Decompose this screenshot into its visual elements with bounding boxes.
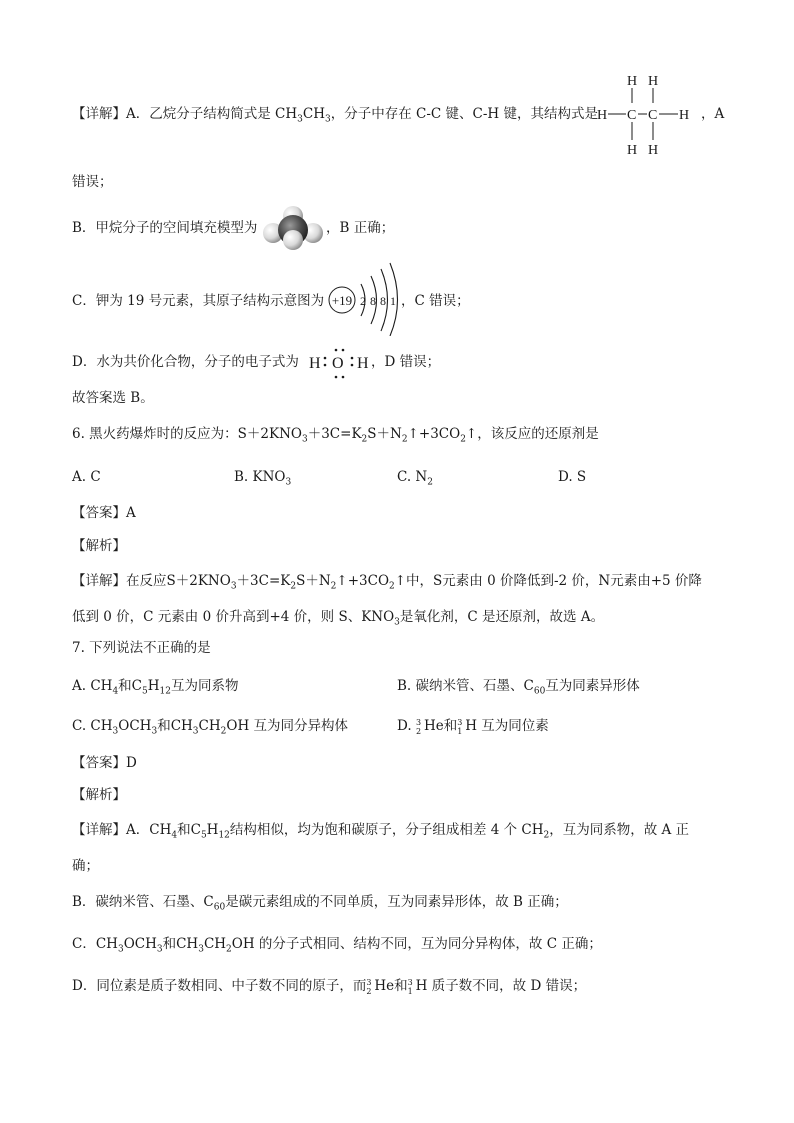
- subscript: 2: [543, 830, 550, 841]
- text: B. KNO: [234, 469, 286, 485]
- text: 故答案选 B。: [72, 390, 154, 406]
- text: OCH: [123, 936, 157, 952]
- subscript: 2: [220, 726, 227, 737]
- text: 低到 0 价，C 元素由 0 价升高到+4 价，则 S、KNO: [72, 609, 395, 625]
- subscript: 3: [285, 477, 292, 488]
- text: OH 的分子式相同、结构不同，互为同分异构体，故 C 正确；: [231, 936, 602, 952]
- ethane-c-left: C: [627, 108, 637, 123]
- ethane-h-top-left: H: [627, 74, 638, 89]
- q5-detail-d: [72, 352, 299, 372]
- q6-option-a: [72, 467, 101, 487]
- text: 【详解】A．: [72, 822, 150, 838]
- text: ＋3C=K: [236, 573, 291, 589]
- q7-option-c: [72, 716, 348, 736]
- text: ，C 错误；: [401, 293, 470, 309]
- q5-detail-c-tail: [401, 291, 470, 311]
- hydrogen-atom: [283, 230, 303, 250]
- mass-number: 3: [366, 977, 372, 987]
- subscript: 2: [460, 434, 466, 445]
- q7-detail-a-wrap: [72, 856, 99, 876]
- subscript: 2: [330, 581, 337, 592]
- atomic-number: 2: [366, 986, 372, 996]
- subscript: 2: [290, 581, 297, 592]
- text: ↑，该反应的还原剂是: [465, 426, 599, 442]
- subscript: 3: [230, 581, 237, 592]
- text: B. 碳纳米管、石墨、C: [397, 678, 534, 694]
- text: 确；: [72, 858, 99, 874]
- subscript: 3: [192, 726, 199, 737]
- ethane-h-top-right: H: [648, 74, 659, 89]
- text: 和: [177, 822, 191, 838]
- answer-tag: 【答案】: [72, 505, 126, 521]
- mass-number: 3: [457, 717, 463, 727]
- text: 6. 黑火药爆炸时的反应为：S＋2KNO: [72, 426, 302, 442]
- q6-detail-1: [72, 571, 702, 591]
- text: H: [465, 718, 477, 734]
- answer-tag: 【答案】: [72, 755, 126, 771]
- text: CH: [198, 718, 221, 734]
- text: 7. 下列说法不正确的是: [72, 640, 211, 656]
- subscript: 3: [325, 114, 331, 125]
- q7-answer: [72, 753, 137, 773]
- subscript: 2: [401, 434, 408, 445]
- text: C．: [72, 936, 96, 952]
- text: ↑+3CO: [336, 573, 390, 589]
- text: He: [423, 718, 444, 734]
- analysis-tag: 【解析】: [72, 538, 126, 554]
- text: 互为同系物: [170, 678, 239, 694]
- q5-detail-b-tail: [326, 218, 394, 238]
- q7-option-b: [397, 676, 640, 696]
- subscript: 12: [218, 830, 230, 841]
- water-h-left: H: [309, 355, 321, 372]
- q7-detail-a: [72, 820, 689, 840]
- text: 质子数不同，故 D 错误；: [427, 978, 587, 994]
- q5-detail-c: [72, 291, 324, 311]
- text: CH: [149, 822, 172, 838]
- q7-option-a: [72, 676, 238, 696]
- ethane-h-left: H: [597, 108, 608, 123]
- text: S＋N: [296, 573, 331, 589]
- text: A. C: [72, 469, 101, 485]
- text: 和: [443, 718, 458, 734]
- mass-number: 3: [415, 717, 422, 727]
- hydrogen-isotope: [408, 977, 416, 997]
- text: H: [415, 978, 428, 994]
- q5-detail-a-wrap: [72, 172, 113, 192]
- q6-option-b: [234, 467, 291, 487]
- text: He: [374, 978, 395, 994]
- q6-analysis-tag: [72, 536, 126, 556]
- q6-detail-2: [72, 607, 604, 627]
- shell-3-electrons: 8: [380, 294, 386, 308]
- text: H: [147, 678, 160, 694]
- atomic-number: 2: [415, 726, 422, 736]
- subscript: 3: [112, 726, 119, 737]
- text: D. S: [558, 469, 587, 485]
- ethane-h-bottom-left: H: [627, 143, 638, 158]
- q5-detail-a-tail: [701, 104, 724, 124]
- text: A. CH: [72, 678, 113, 694]
- text: 和: [162, 936, 177, 952]
- ethane-h-right: H: [679, 108, 690, 123]
- text: 是氧化剂，C 是还原剂，故选 A。: [399, 609, 605, 625]
- q7-stem: [72, 638, 211, 658]
- q7-detail-c: [72, 934, 602, 954]
- text: ，D 错误；: [371, 354, 441, 370]
- q6-option-c: [397, 467, 433, 487]
- text: ↑+3CO: [407, 426, 461, 442]
- ethane-c-right: C: [648, 108, 658, 123]
- water-h-right: H: [357, 355, 369, 372]
- ethane-bonds: [608, 88, 678, 140]
- text: B．甲烷分子的空间填充模型为: [72, 220, 258, 236]
- shell-2-electrons: 8: [370, 294, 376, 308]
- helium-isotope: [416, 717, 424, 737]
- text: C: [190, 822, 201, 838]
- q7-analysis-tag: [72, 785, 126, 805]
- text: 【详解】A．乙烷分子结构简式是 CH: [72, 106, 298, 122]
- ethane-structural-formula: [597, 70, 697, 160]
- helium-isotope: [366, 977, 374, 997]
- subscript: 3: [156, 944, 163, 955]
- q5-detail-d-tail: [371, 352, 440, 372]
- text: 和: [157, 718, 171, 734]
- text: C: [131, 678, 143, 694]
- analysis-tag: 【解析】: [72, 787, 126, 803]
- answer-value: A: [126, 505, 136, 521]
- text: ↑中，S元素由 0 价降低到-2 价，N元素由+5 价降: [394, 573, 702, 589]
- text: ，B 正确；: [326, 220, 395, 236]
- subscript: 3: [297, 114, 303, 125]
- text: B．碳纳米管、石墨、C: [72, 894, 214, 910]
- text: OH 互为同分异构体: [226, 718, 349, 734]
- subscript: 2: [226, 944, 232, 955]
- q6-option-d: [558, 467, 586, 487]
- text: S＋2KNO: [166, 573, 231, 589]
- text: CH: [176, 936, 199, 952]
- text: OCH: [118, 718, 152, 734]
- text: S＋N: [367, 426, 402, 442]
- text: 互为同位素: [476, 718, 549, 734]
- q6-stem: [72, 424, 599, 444]
- subscript: 3: [117, 944, 124, 955]
- text: D．同位素是质子数相同、中子数不同的原子，而: [72, 978, 367, 994]
- atomic-number: 1: [407, 986, 413, 996]
- text: ，A: [701, 106, 725, 122]
- text: 结构相似，均为饱和碳原子，分子组成相差 4 个 CH: [229, 822, 544, 838]
- subscript: 5: [200, 830, 207, 841]
- text: C. CH: [72, 718, 113, 734]
- q7-detail-d: [72, 976, 586, 997]
- potassium-atomic-structure-diagram: [327, 262, 405, 336]
- text: D.: [397, 718, 412, 734]
- text: ，分子中存在 C-C 键、C-H 键，其结构式是: [330, 106, 598, 122]
- text: 【详解】在反应: [72, 573, 167, 589]
- water-o: O: [332, 355, 344, 372]
- text: D．水为共价化合物，分子的电子式为: [72, 354, 299, 370]
- shell-4-electrons: 1: [390, 294, 396, 308]
- subscript: 3: [394, 617, 400, 628]
- text: C．钾为 19 号元素，其原子结构示意图为: [72, 293, 325, 309]
- atomic-number: 1: [457, 726, 463, 736]
- subscript: 60: [533, 686, 546, 697]
- mass-number: 3: [407, 977, 413, 987]
- subscript: 2: [427, 477, 433, 488]
- subscript: 4: [112, 686, 119, 697]
- hydrogen-isotope: [457, 717, 465, 737]
- text: H: [206, 822, 219, 838]
- nucleus-charge: +19: [331, 293, 353, 308]
- text: C. N: [397, 469, 428, 485]
- text: ＋3C=K: [307, 426, 362, 442]
- text: 和: [118, 678, 132, 694]
- q7-option-d: [397, 716, 549, 737]
- water-electron-formula: [309, 346, 371, 380]
- q5-conclusion: [72, 388, 154, 408]
- text: CH: [302, 106, 325, 122]
- text: ，互为同系物，故 A 正: [549, 822, 690, 838]
- text: 互为同素异形体: [545, 678, 640, 694]
- answer-value: D: [126, 755, 137, 771]
- q5-detail-b: [72, 218, 257, 238]
- text: CH: [95, 936, 118, 952]
- text: 是碳元素组成的不同单质，互为同素异形体，故 B 正确；: [225, 894, 568, 910]
- text: 错误；: [72, 174, 113, 190]
- subscript: 60: [213, 902, 226, 913]
- subscript: 3: [301, 434, 308, 445]
- text: 和: [394, 978, 408, 994]
- subscript: 12: [159, 686, 171, 697]
- q5-detail-a: [72, 104, 598, 124]
- subscript: 5: [142, 686, 148, 697]
- ethane-h-bottom-right: H: [648, 143, 659, 158]
- shell-1-electrons: 2: [360, 294, 366, 308]
- text: CH: [203, 936, 227, 952]
- q6-answer: [72, 503, 136, 523]
- q7-detail-b: [72, 892, 568, 912]
- subscript: 4: [171, 830, 178, 841]
- methane-space-filling-model: [262, 205, 324, 251]
- subscript: 2: [389, 581, 395, 592]
- text: CH: [170, 718, 193, 734]
- subscript: 3: [151, 726, 158, 737]
- subscript: 2: [361, 434, 368, 445]
- subscript: 3: [198, 944, 204, 955]
